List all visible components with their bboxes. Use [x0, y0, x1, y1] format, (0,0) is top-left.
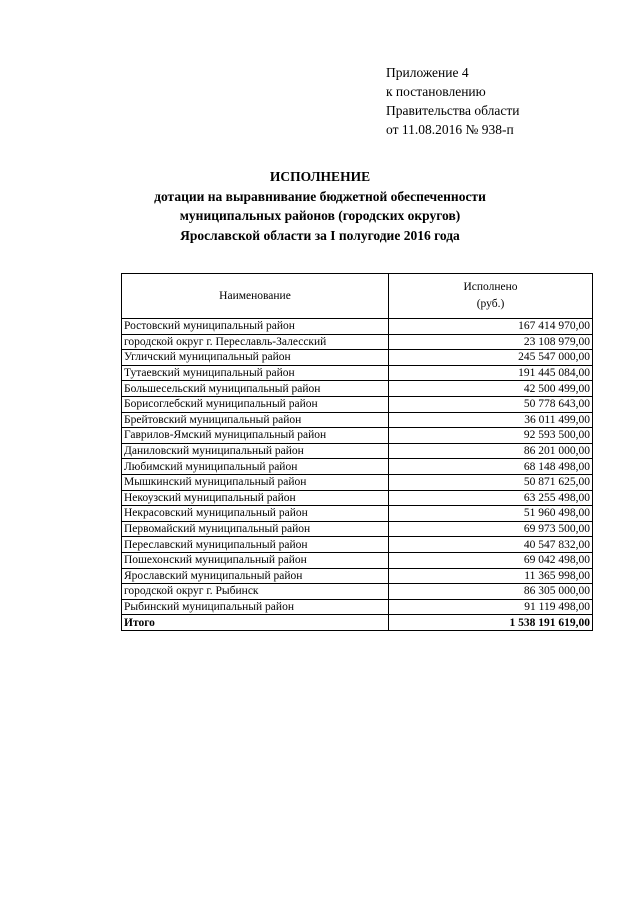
row-name: Брейтовский муниципальный район [122, 412, 389, 428]
row-name: Переславский муниципальный район [122, 537, 389, 553]
table-row [122, 334, 593, 350]
row-name: Ростовский муниципальный район [122, 319, 389, 335]
row-value: 191 445 084,00 [389, 365, 593, 381]
row-value: 50 778 643,00 [389, 396, 593, 412]
table-row [122, 490, 593, 506]
header-value-line1: Исполнено [463, 281, 518, 293]
row-value: 91 119 498,00 [389, 599, 593, 615]
row-value: 63 255 498,00 [389, 490, 593, 506]
header-name: Наименование [122, 274, 389, 319]
table-row [122, 428, 593, 444]
table-row [122, 568, 593, 584]
row-value: 167 414 970,00 [389, 319, 593, 335]
row-name: Рыбинский муниципальный район [122, 599, 389, 615]
total-row [122, 615, 593, 631]
table-row [122, 584, 593, 600]
appendix-line: к постановлению [386, 84, 486, 99]
row-value: 51 960 498,00 [389, 506, 593, 522]
row-name: Большесельский муниципальный район [122, 381, 389, 397]
row-value: 11 365 998,00 [389, 568, 593, 584]
appendix-line: Приложение 4 [386, 65, 469, 80]
table-row [122, 459, 593, 475]
subsidy-table [121, 273, 593, 631]
table-row [122, 506, 593, 522]
row-value: 92 593 500,00 [389, 428, 593, 444]
row-value: 69 042 498,00 [389, 552, 593, 568]
row-value: 86 201 000,00 [389, 443, 593, 459]
table-row [122, 537, 593, 553]
row-name: Пошехонский муниципальный район [122, 552, 389, 568]
table-row [122, 319, 593, 335]
row-value: 23 108 979,00 [389, 334, 593, 350]
title-line: ИСПОЛНЕНИЕ [269, 169, 371, 184]
row-value: 40 547 832,00 [389, 537, 593, 553]
table-row [122, 396, 593, 412]
total-label: Итого [122, 615, 389, 631]
row-value: 36 011 499,00 [389, 412, 593, 428]
row-value: 86 305 000,00 [389, 584, 593, 600]
row-name: Некоузский муниципальный район [122, 490, 389, 506]
row-name: Гаврилов-Ямский муниципальный район [122, 428, 389, 444]
row-name: Борисоглебский муниципальный район [122, 396, 389, 412]
appendix-line: Правительства области [386, 103, 520, 118]
title-line: Ярославской области за I полугодие 2016 года [180, 227, 460, 243]
row-value: 69 973 500,00 [389, 521, 593, 537]
row-name: Ярославский муниципальный район [122, 568, 389, 584]
table-row [122, 412, 593, 428]
table-row [122, 474, 593, 490]
row-name: Угличский муниципальный район [122, 350, 389, 366]
row-value: 68 148 498,00 [389, 459, 593, 475]
table-row [122, 443, 593, 459]
row-name: Любимский муниципальный район [122, 459, 389, 475]
table-row [122, 521, 593, 537]
title-line: дотации на выравнивание бюджетной обеспеченности [154, 188, 486, 204]
table-row [122, 365, 593, 381]
table-body [122, 319, 593, 615]
row-name: Даниловский муниципальный район [122, 443, 389, 459]
table-row [122, 552, 593, 568]
row-name: Тутаевский муниципальный район [122, 365, 389, 381]
table-row [122, 599, 593, 615]
table-row [122, 381, 593, 397]
row-name: городской округ г. Рыбинск [122, 584, 389, 600]
table-row [122, 350, 593, 366]
total-value: 1 538 191 619,00 [389, 615, 593, 631]
row-name: городской округ г. Переславль-Залесский [122, 334, 389, 350]
title-line: муниципальных районов (городских округов) [179, 208, 461, 223]
header-value [389, 274, 593, 319]
appendix-line: от 11.08.2016 № 938-п [386, 122, 514, 137]
row-name: Мышкинский муниципальный район [122, 474, 389, 490]
header-value-line2: (руб.) [476, 298, 505, 310]
document-title [0, 167, 640, 245]
row-value: 50 871 625,00 [389, 474, 593, 490]
row-name: Первомайский муниципальный район [122, 521, 389, 537]
row-name: Некрасовский муниципальный район [122, 506, 389, 522]
row-value: 245 547 000,00 [389, 350, 593, 366]
appendix-reference [386, 63, 519, 139]
row-value: 42 500 499,00 [389, 381, 593, 397]
table-header-row [122, 274, 593, 319]
